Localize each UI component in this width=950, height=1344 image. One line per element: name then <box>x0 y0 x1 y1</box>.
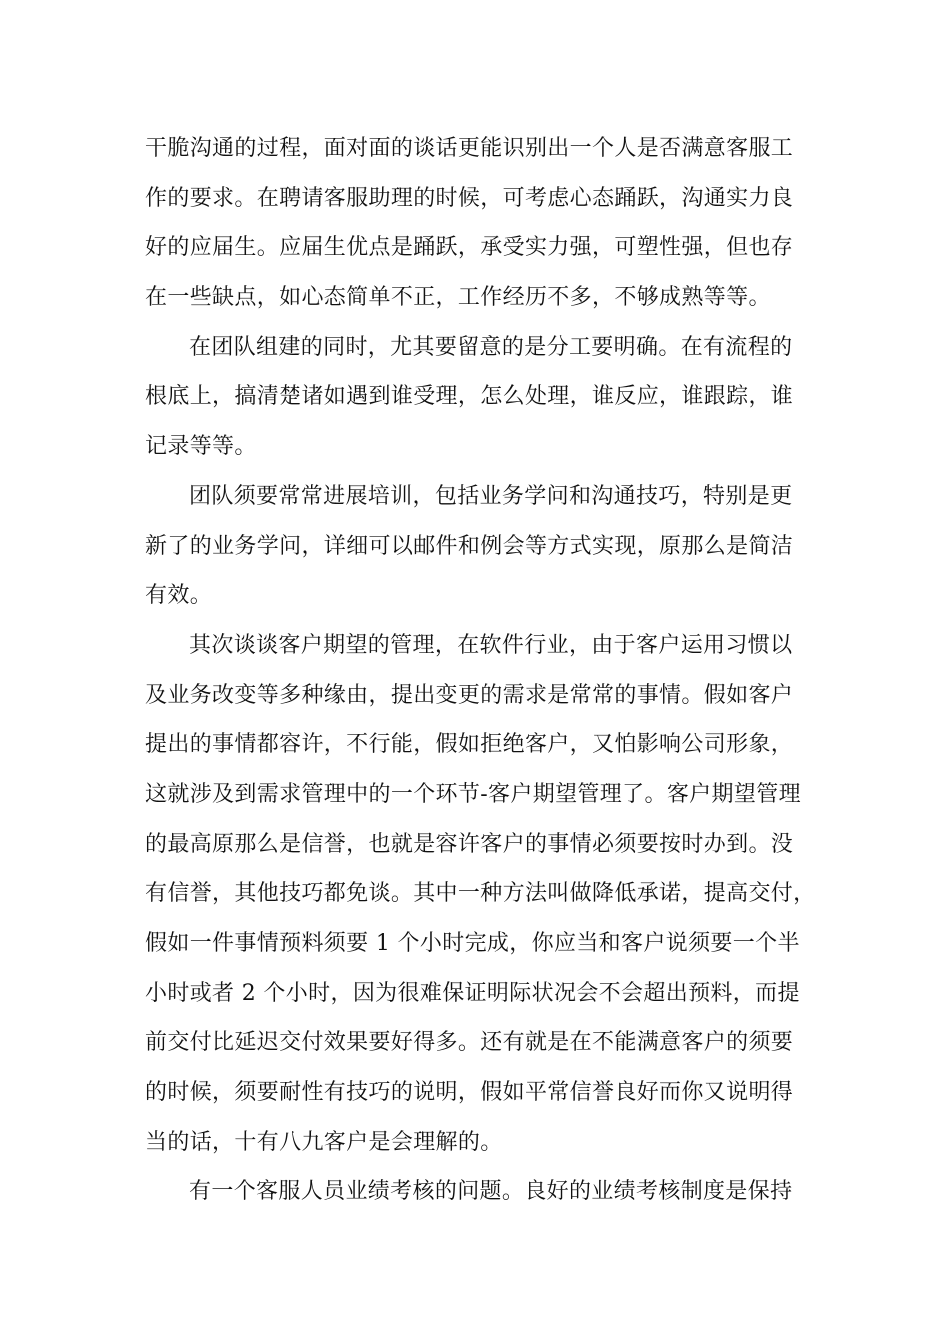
text-line: 有一个客服人员业绩考核的问题。良好的业绩考核制度是保持 <box>189 1179 793 1205</box>
text-line: 在团队组建的同时，尤其要留意的是分工要明确。在有流程的 <box>189 334 793 360</box>
text-line: 干脆沟通的过程，面对面的谈话更能识别出一个人是否满意客服工 <box>145 136 794 161</box>
text-line: 作的要求。在聘请客服助理的时候，可考虑心态踊跃，沟通实力良 <box>145 185 794 211</box>
text-line: 新了的业务学问，详细可以邮件和例会等方式实现，原那么是简洁 <box>145 533 794 559</box>
paragraph <box>145 323 810 472</box>
text-line: 记录等等。 <box>145 434 257 460</box>
text-line: 的最高原那么是信誉，也就是容许客户的事情必须要按时办到。没 <box>145 831 794 857</box>
text-line: 这就涉及到需求管理中的一个环节-客户期望管理了。客户期望管理 <box>145 781 801 807</box>
text-line: 的时候，须要耐性有技巧的说明，假如平常信誉良好而你又说明得 <box>145 1080 794 1106</box>
text-line: 其次谈谈客户期望的管理，在软件行业，由于客户运用习惯以 <box>189 632 793 658</box>
text-line: 在一些缺点，如心态简单不正，工作经历不多，不够成熟等等。 <box>145 285 771 311</box>
text-line: 好的应届生。应届生优点是踊跃，承受实力强，可塑性强，但也存 <box>145 235 794 261</box>
text-line: 提出的事情都容许，不行能，假如拒绝客户，又怕影响公司形象， <box>145 732 794 758</box>
text-line: 假如一件事情预料须要 1 个小时完成，你应当和客户说须要一个半 <box>145 931 800 956</box>
text-line: 当的话，十有八九客户是会理解的。 <box>145 1129 503 1155</box>
paragraph <box>145 1167 810 1217</box>
text-line: 前交付比延迟交付效果要好得多。还有就是在不能满意客户的须要 <box>145 1030 794 1056</box>
text-line: 小时或者 2 个小时，因为很难保证明际状况会不会超出预料，而提 <box>145 980 800 1006</box>
text-line: 团队须要常常进展培训，包括业务学问和沟通技巧，特别是更 <box>189 483 793 509</box>
text-line: 及业务改变等多种缘由，提出变更的需求是常常的事情。假如客户 <box>145 682 794 708</box>
text-line: 有信誉，其他技巧都免谈。其中一种方法叫做降低承诺，提高交付， <box>145 881 816 907</box>
paragraph <box>145 124 810 323</box>
paragraph <box>145 472 810 621</box>
text-line: 根底上，搞清楚诸如遇到谁受理，怎么处理，谁反应，谁跟踪，谁 <box>145 384 794 410</box>
document-body <box>145 124 816 1217</box>
text-line: 有效。 <box>145 583 213 609</box>
paragraph <box>145 621 816 1168</box>
